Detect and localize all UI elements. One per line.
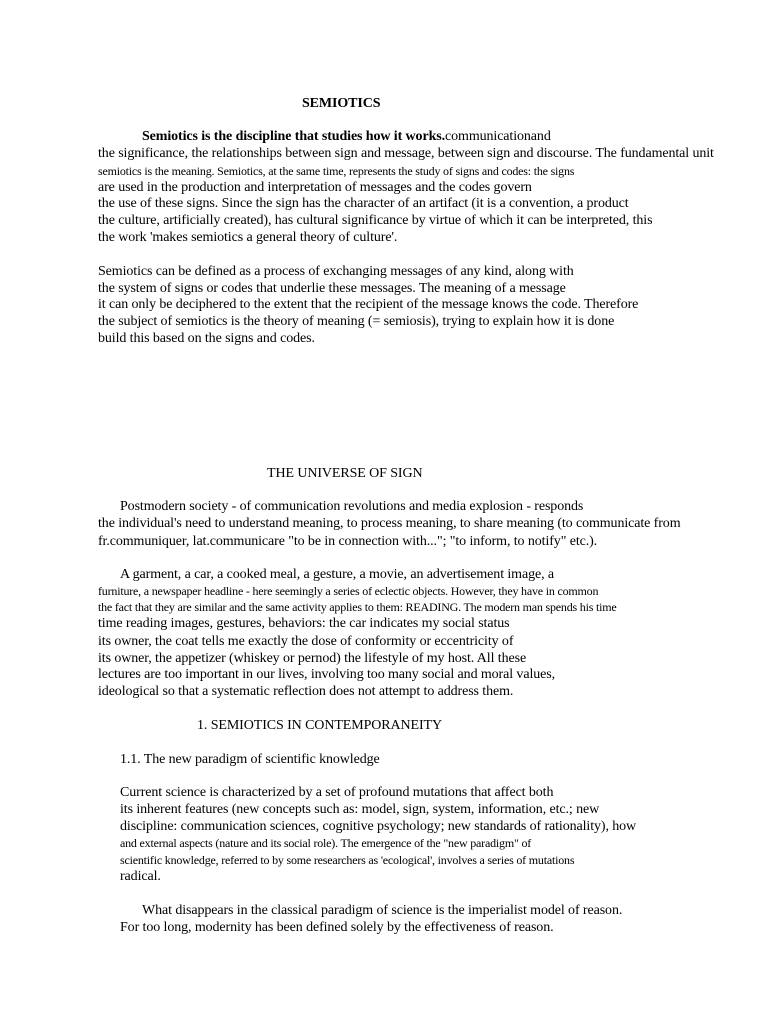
paragraph-line: semiotics is the meaning. Semiotics, at the same time, represents the study of signs and codes: the signs: [98, 164, 575, 178]
paragraph-line: time reading images, gestures, behaviors: the car indicates my social status: [98, 616, 510, 631]
paragraph-line: Postmodern society - of communication revolutions and media explosion - responds: [120, 499, 584, 514]
paragraph-line: the culture, artificially created), has cultural significance by virtue of which it can be interpreted, this: [98, 213, 653, 228]
paragraph-line: it can only be deciphered to the extent that the recipient of the message knows the code. Therefore: [98, 297, 639, 312]
paragraph-line: radical.: [120, 869, 161, 884]
paragraph-line: discipline: communication sciences, cognitive psychology; new standards of rationality), how: [120, 819, 637, 834]
paragraph-line: What disappears in the classical paradigm of science is the imperialist model of reason.: [142, 903, 623, 918]
paragraph-line: its owner, the coat tells me exactly the dose of conformity or eccentricity of: [98, 634, 514, 649]
paragraph-line: Semiotics can be defined as a process of exchanging messages of any kind, along with: [98, 264, 574, 279]
paragraph-line: fr.communiquer, lat.communicare "to be in connection with..."; "to inform, to notify" etc.).: [98, 534, 598, 549]
paragraph-line: the individual's need to understand meaning, to process meaning, to share meaning (to communicate from: [98, 516, 681, 531]
section-title-semiotics: SEMIOTICS: [302, 96, 381, 111]
paragraph-line: the work 'makes semiotics a general theory of culture'.: [98, 230, 398, 245]
definition-rest-text: communicationand: [445, 129, 551, 144]
section-title-universe-of-sign: THE UNIVERSE OF SIGN: [267, 466, 423, 481]
paragraph-line: For too long, modernity has been defined solely by the effectiveness of reason.: [120, 920, 554, 935]
section-title-contemporaneity: 1. SEMIOTICS IN CONTEMPORANEITY: [197, 718, 443, 733]
paragraph-line: the fact that they are similar and the same activity applies to them: READING. The modern man spends his time: [98, 600, 617, 614]
paragraph-line: build this based on the signs and codes.: [98, 331, 315, 346]
paragraph-line: are used in the production and interpretation of messages and the codes govern: [98, 180, 532, 195]
subsection-title: 1.1. The new paradigm of scientific knowledge: [120, 752, 380, 767]
paragraph-line: Current science is characterized by a set of profound mutations that affect both: [120, 785, 554, 800]
paragraph-line: scientific knowledge, referred to by some researchers as 'ecological', involves a series of mutations: [120, 853, 575, 867]
definition-bold-text: Semiotics is the discipline that studies how it works.: [142, 129, 446, 144]
paragraph-line: ideological so that a systematic reflection does not attempt to address them.: [98, 684, 514, 699]
paragraph-line: furniture, a newspaper headline - here seemingly a series of eclectic objects. However, they have in common: [98, 584, 599, 598]
paragraph-line: and external aspects (nature and its social role). The emergence of the "new paradigm" of: [120, 836, 532, 850]
paragraph-line: the subject of semiotics is the theory of meaning (= semiosis), trying to explain how it is done: [98, 314, 615, 329]
paragraph-line: lectures are too important in our lives, involving too many social and moral values,: [98, 667, 555, 682]
paragraph-line: the use of these signs. Since the sign has the character of an artifact (it is a convention, a product: [98, 196, 629, 211]
paragraph-line: the system of signs or codes that underlie these messages. The meaning of a message: [98, 281, 566, 296]
paragraph-line: its inherent features (new concepts such as: model, sign, system, information, etc.; new: [120, 802, 600, 817]
paragraph-line: its owner, the appetizer (whiskey or pernod) the lifestyle of my host. All these: [98, 651, 527, 666]
paragraph-line: the significance, the relationships between sign and message, between sign and discourse. The fundamental unit: [98, 146, 714, 161]
paragraph-line: [142, 130, 551, 144]
paragraph-line: A garment, a car, a cooked meal, a gesture, a movie, an advertisement image, a: [120, 567, 555, 582]
